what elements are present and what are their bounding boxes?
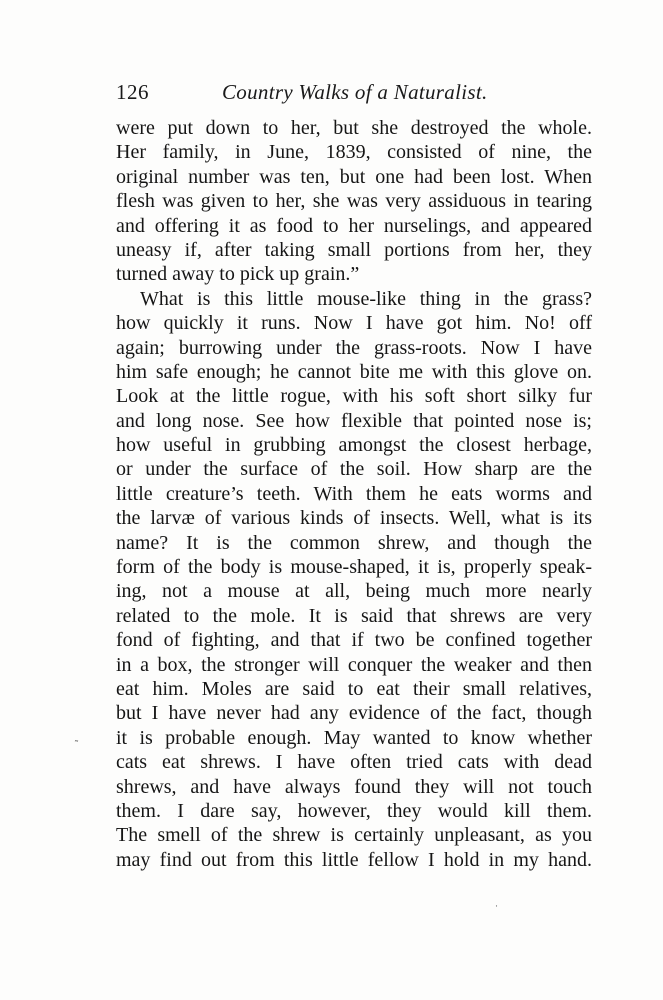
text-line: or under the surface of the soil. How sharp are the [116,458,592,481]
text-line: flesh was given to her, she was very assiduous in tearing [116,190,592,213]
text-line: eat him. Moles are said to eat their small relatives, [116,677,592,700]
text-line: Her family, in June, 1839, consisted of nine, the [116,141,592,164]
text-line: related to the mole. It is said that shrews are very [116,604,592,627]
text-line: ing, not a mouse at all, being much more nearly [116,580,592,603]
text-line: were put down to her, but she destroyed the whole. [116,117,592,139]
body-text [116,116,592,872]
print-speck: ˜ [74,740,79,751]
text-line: original number was ten, but one had been lost. When [116,165,592,188]
text-line: and offering it as food to her nurselings, and appeared [116,214,592,237]
text-line: little creature’s teeth. With them he eats worms and [116,482,592,505]
text-line: again; burrowing under the grass-roots. Now I have [116,336,592,359]
text-line: him safe enough; he cannot bite me with this glove on. [116,360,592,383]
text-line: the larvæ of various kinds of insects. Well, what is its [116,507,592,530]
text-line: shrews, and have always found they will not touch [116,775,592,798]
text-line: in a box, the stronger will conquer the weaker and then [116,653,592,676]
running-title: Country Walks of a Naturalist. [222,80,488,104]
text-line: The smell of the shrew is certainly unpleasant, as you [116,824,592,847]
text-line: and long nose. See how flexible that pointed nose is; [116,409,592,432]
paragraph-start-line: What is this little mouse-like thing in the grass? [140,287,592,310]
text-line: how quickly it runs. Now I have got him. No! off [116,312,592,335]
running-header [116,80,592,110]
text-line: cats eat shrews. I have often tried cats with dead [116,751,592,774]
text-line: it is probable enough. May wanted to know whether [116,726,592,749]
print-speck: ˙ [494,905,499,916]
text-line: but I have never had any evidence of the fact, though [116,702,592,725]
text-line: may find out from this little fellow I hold in my hand. [116,848,592,871]
text-line: uneasy if, after taking small portions from her, they [116,238,592,261]
text-line: name? It is the common shrew, and though the [116,531,592,554]
text-line: form of the body is mouse-shaped, it is, properly speak- [116,556,592,579]
page-number: 126 [116,80,149,104]
text-line: how useful in grubbing amongst the closest herbage, [116,434,592,457]
text-line: them. I dare say, however, they would kill them. [116,799,592,822]
paragraph-end-line: turned away to pick up grain.” [116,263,360,286]
text-line: fond of fighting, and that if two be confined together [116,629,592,652]
text-line: Look at the little rogue, with his soft short silky fur [116,385,592,408]
